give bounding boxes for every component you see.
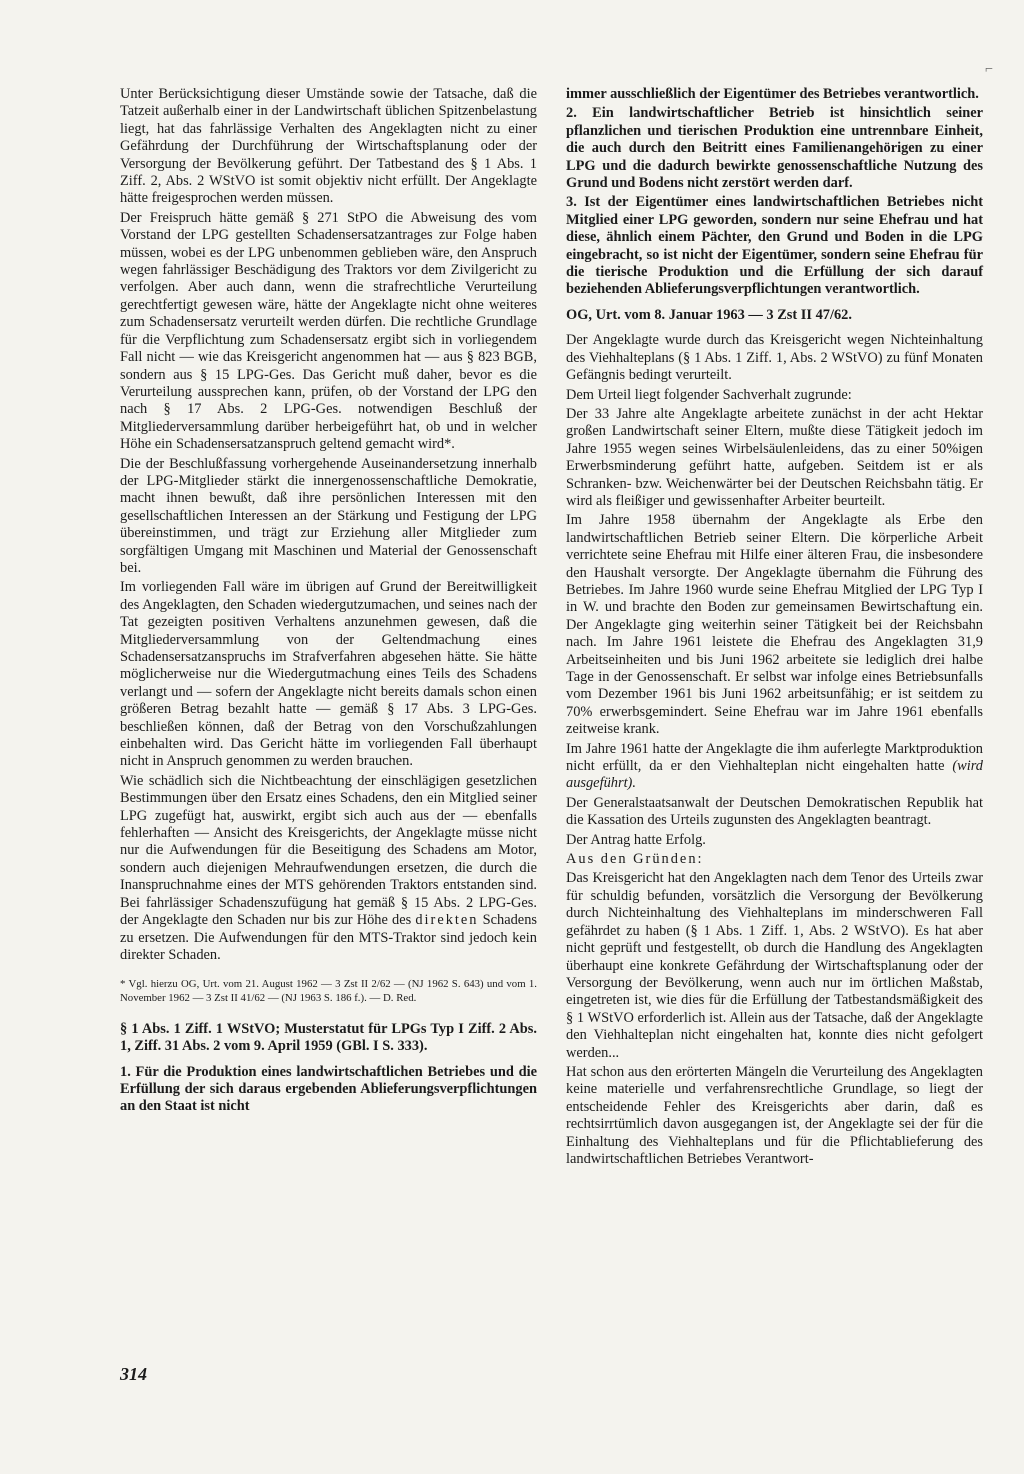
left-column (120, 86, 537, 1118)
leitsatz-1-start: 1. Für die Produktion eines landwirtschaftlichen Betriebes und die Erfüllung der sich daraus ergebenden Ablieferungsverpflichtungen an den Staat ist nicht (120, 1063, 537, 1115)
omitted-note: (wird ausgeführt). (566, 758, 983, 792)
left-paragraph-5-tail: Schadens zu ersetzen. Die Aufwendungen für den MTS-Traktor sind jedoch kein direkter Schaden. (120, 912, 537, 963)
left-paragraph-3: Die der Beschlußfassung vorhergehende Auseinandersetzung innerhalb der LPG-Mitglieder stärkt die innergenossenschaftliche Demokratie, macht ihnen bewußt, daß ihre persönlichen Interessen mit den gesellschaftlichen Interessen an der Stärkung und Festigung der LPG übereinstimmen, und trägt zur Erziehung aller Mitglieder zum sorgfältigen Umgang mit Maschinen und Material der Genossenschaft bei. (120, 455, 537, 576)
emphasized-word: direkten (415, 912, 479, 929)
corner-mark-icon: ⌐ (985, 62, 993, 77)
market-paragraph (566, 741, 983, 793)
right-paragraph-7: Das Kreisgericht hat den Angeklagten nach dem Tenor des Urteils zwar für schuldig befunden, vorsätzlich die Versorgung der Bevölkerung durch Nichteinhaltung des Viehhalteplans im minderschweren Fall gefährdet zu haben (§ 1 Abs. 1 Ziff. 1, Abs. 2 WStVO). Es hat aber nicht geprüft und festgestellt, ob durch die Handlung des Angeklagten überhaupt eine konkrete Gefährdung der Wirtschaftsplanung oder der Versorgung der Bevölkerung, wenn auch nur im örtlichen Maßstab, eingetreten ist, wie dies für die Erfüllung der Tatbestandsmäßigkeit des § 1 WStVO erforderlich ist. Allein aus der Tatsache, daß der Angeklagte den Viehhalteplan nicht eingehalten hat, konnte dies nicht gefolgert werden... (566, 870, 983, 1061)
leitsatz-2: 2. Ein landwirtschaftlicher Betrieb ist hinsichtlich seiner pflanzlichen und tierischen Produktion eine untrennbare Einheit, die auch durch den Beitritt eines Familienangehörigen zu einer LPG und die dadurch bewirkte genossenschaftliche Nutzung des Grund und Bodens nicht zerstört werden darf. (566, 105, 983, 192)
right-paragraph-2: Dem Urteil liegt folgender Sachverhalt zugrunde: (566, 386, 852, 403)
leitsatz-1-end: immer ausschließlich der Eigentümer des Betriebes verantwortlich. (566, 86, 979, 102)
market-paragraph-text: Im Jahre 1961 hatte der Angeklagte die ihm auferlegte Marktproduktion nicht erfüllt, da er den Viehhalteplan nicht eingehalten hatte (566, 740, 983, 775)
left-paragraph-2: Der Freispruch hätte gemäß § 271 StPO die Abweisung des vom Vorstand der LPG gestellten Schadensersatzantrages zur Folge haben müssen, wobei es der LPG unbenommen geblieben wäre, den Anspruch wegen fahrlässiger Beschädigung des Traktors vor dem Zivilgericht zu verfolgen. Aber auch dann, wenn die strafrechtliche Verurteilung gerechtfertigt gewesen wäre, hätte der Angeklagte nicht ohne weiteres zum Schadensersatz verurteilt werden dürfen. Die rechtliche Grundlage für die Verpflichtung zum Schadensersatz ergibt sich in vorliegendem Fall nicht — wie das Kreisgericht angenommen hat — aus § 823 BGB, sondern aus § 15 LPG-Ges. Das Gericht muß daher, bevor es die Verurteilung aussprechen kann, prüfen, ob der Vorstand der LPG den nach § 17 Abs. 2 LPG-Ges. notwendigen Beschluß der Mitgliederversammlung darüber herbeigeführt hat, ob und in welcher Höhe ein Schadensersatzanspruch geltend gemacht wird*. (120, 209, 537, 453)
right-paragraph-1: Der Angeklagte wurde durch das Kreisgericht wegen Nichteinhaltung des Viehhalteplans (§ 1 Abs. 1 Ziff. 1, Abs. 2 WStVO) zu fünf Monaten Gefängnis bedingt verurteilt. (566, 332, 983, 384)
leitsatz-3: 3. Ist der Eigentümer eines landwirtschaftlichen Betriebes nicht Mitglied einer LPG geworden, sondern nur seine Ehefrau und hat diese, ähnlich einem Pächter, den Grund und Boden in die LPG eingebracht, so ist nicht der Eigentümer, sondern seine Ehefrau für die tierische Produktion und die Erfüllung der sich darauf beziehenden Ablieferungsverpflichtungen verantwortlich. (566, 194, 983, 298)
reasons-heading: Aus den Gründen: (566, 851, 704, 868)
right-paragraph-8: Hat schon aus den erörterten Mängeln die Verurteilung des Angeklagten keine materielle und verfahrensrechtliche Grundlage, so liegt der entscheidende Fehler des Kreisgerichts aber darin, daß es rechtsirrtümlich davon ausgegangen ist, der Angeklagte sei der für die Einhaltung des Viehhalteplans und für die Pflichtablieferung des landwirtschaftlichen Betriebes Verantwort- (566, 1063, 983, 1167)
footnote: * Vgl. hierzu OG, Urt. vom 21. August 1962 — 3 Zst II 2/62 — (NJ 1962 S. 643) und vom 1. November 1962 — 3 Zst II 41/62 — (NJ 1963 S. 186 f.). — D. Red. (120, 978, 537, 1004)
case-heading: § 1 Abs. 1 Ziff. 1 WStVO; Musterstatut für LPGs Typ I Ziff. 2 Abs. 1, Ziff. 31 Abs. 2 vom 9. April 1959 (GBl. I S. 333). (120, 1020, 537, 1055)
right-paragraph-6: Der Antrag hatte Erfolg. (566, 831, 706, 848)
left-paragraph-5-text: Wie schädlich sich die Nichtbeachtung der einschlägigen gesetzlichen Bestimmungen über den Ersatz eines Schadens, den ein Mitglied seiner LPG zugefügt hat, auswirkt, ergibt sich auch aus der — ebenfalls fehlerhaften — Ansicht des Kreisgerichts, der Angeklagte müsse nicht nur die Aufwendungen für die Beseitigung des Schadens am Motor, sondern auch diejenigen Mehraufwendungen ersetzen, die durch die Inanspruchnahme eines der MTS gehörenden Traktors entstanden sind. Bei fahrlässiger Schadenszufügung hat gemäß § 15 Abs. 2 LPG-Ges. der Angeklagte den Schaden nur bis zur Höhe des (120, 772, 537, 929)
left-paragraph-5 (120, 773, 537, 964)
left-paragraph-1: Unter Berücksichtigung dieser Umstände sowie der Tatsache, daß die Tatzeit außerhalb einer in der Landwirtschaft üblichen Spitzenbelastung liegt, hat das fahrlässige Verhalten des Angeklagten nicht zu einer Gefährdung der Durchführung der Wirtschaftsplanung oder der Versorgung der Bevölkerung geführt. Der Tatbestand des § 1 Abs. 1 Ziff. 2, Abs. 2 WStVO ist somit objektiv nicht erfüllt. Der Angeklagte hätte freigesprochen werden müssen. (120, 86, 537, 207)
court-citation: OG, Urt. vom 8. Januar 1963 — 3 Zst II 47/62. (566, 306, 852, 323)
right-paragraph-4: Im Jahre 1958 übernahm der Angeklagte als Erbe den landwirtschaftlichen Betrieb seiner Eltern. Die körperliche Arbeit verrichtete seine Ehefrau mit Hilfe einer älteren Frau, die insbesondere den Haushalt versorgte. Der Angeklagte übernahm die Führung des Betriebes. Im Jahre 1960 wurde seine Ehefrau Mitglied der LPG Typ I in W. und brachte den Boden zur gemeinsamen Bewirtschaftung ein. Der Angeklagte ging weiterhin seiner Tätigkeit bei der Reichsbahn nach. Im Jahre 1961 leistete die Ehefrau des Angeklagten 31,9 Arbeitseinheiten und bis Juni 1962 arbeitete sie lediglich drei halbe Tage in der Genossenschaft. Er selbst war infolge eines Betriebsunfalls vom Dezember 1961 bis Juni 1962 arbeitsunfähig; er ist seitdem zu 70% erwerbsgemindert. Seine Ehefrau war im Jahre 1961 ebenfalls zeitweise krank. (566, 512, 983, 738)
left-paragraph-4: Im vorliegenden Fall wäre im übrigen auf Grund der Bereitwilligkeit des Angeklagten, den Schaden wiedergutzumachen, und seines nach der Tat gezeigten positiven Verhaltens anzunehmen gewesen, daß die Mitgliederversammlung von der Geltendmachung eines Schadensersatzanspruchs im Strafverfahren abgesehen hätte. Sie hätte möglicherweise nur die Wiedergutmachung eines Teils des Schadens verlangt und — sofern der Angeklagte nicht bereits damals schon einen größeren Betrag bezahlt hatte — gemäß § 17 Abs. 3 LPG-Ges. beschließen können, daß der Betrag von den Vorschußzahlungen einbehalten wird. Das Gericht hätte im vorliegenden Fall überhaupt nicht in Anspruch genommen zu werden brauchen. (120, 579, 537, 770)
right-paragraph-5: Der Generalstaatsanwalt der Deutschen Demokratischen Republik hat die Kassation des Urteils zugunsten des Angeklagten beantragt. (566, 794, 983, 829)
right-paragraph-3: Der 33 Jahre alte Angeklagte arbeitete zunächst in der acht Hektar großen Landwirtschaft seiner Eltern, mußte diese Tätigkeit jedoch im Jahre 1955 wegen seines Wirbelsäulenleidens, das zu einer 50%igen Erwerbsminderung geführt hatte, aufgeben. Seitdem ist er als Schranken- bzw. Weichenwärter bei der Deutschen Reichsbahn tätig. Er wird als fleißiger und gewissenhafter Arbeiter beurteilt. (566, 405, 983, 509)
page-number: 314 (120, 1364, 147, 1384)
right-column (566, 86, 983, 1170)
